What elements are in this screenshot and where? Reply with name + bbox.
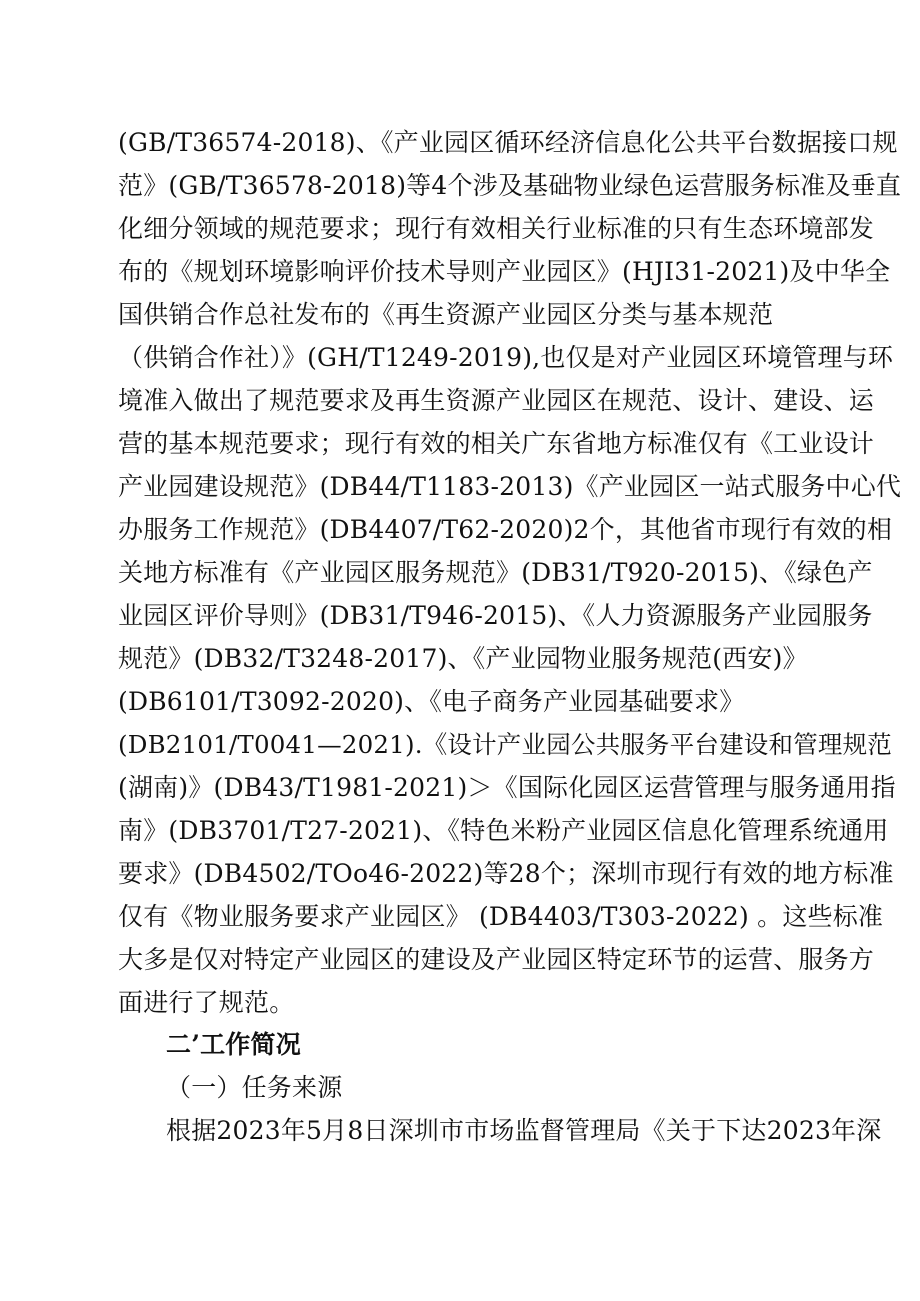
body-line-19: 仅有《物业服务要求产业园区》 (DB4403/T303-2022) 。这些标准 [118,902,884,931]
section-heading: 二’工作简况 [166,1030,301,1059]
body-line-6: （供销合作社）》(GH/T1249-2019),也仅是对产业园区环境管理与环 [118,343,894,372]
body-line-1: (GB/T36574-2018)、《产业园区循环经济信息化公共平台数据接口规 [118,128,898,157]
body-line-20: 大多是仅对特定产业园区的建设及产业园区特定环节的运营、服务方 [118,945,875,974]
body-line-5: 国供销合作总社发布的《再生资源产业园区分类与基本规范 [118,300,774,329]
body-line-4: 布的《规划环境影响评价技术导则产业园区》(HJI31-2021)及中华全 [118,257,891,286]
subsection-heading: （一）任务来源 [166,1073,343,1102]
body-line-17: 南》(DB3701/T27-2021)、《特色米粉产业园区信息化管理系统通用 [118,816,889,845]
body-line-7: 境准入做出了规范要求及再生资源产业园区在规范、设计、建设、运 [118,386,875,415]
body-line-11: 关地方标准有《产业园区服务规范》(DB31/T920-2015)、《绿色产 [118,558,873,587]
body-line-21: 面进行了规范。 [118,988,295,1017]
body-line-8: 营的基本规范要求；现行有效的相关广东省地方标准仅有《工业设计 [118,429,875,458]
body-line-12: 业园区评价导则》(DB31/T946-2015)、《人力资源服务产业园服务 [118,601,873,630]
body-line-13: 规范》(DB32/T3248-2017)、《产业园物业服务规范(西安)》 [118,644,808,673]
body-line-18: 要求》(DB4502/TOo46-2022)等28个；深圳市现行有效的地方标准 [118,859,894,888]
body-line-9: 产业园建设规范》(DB44/T1183-2013)《产业园区一站式服务中心代 [118,472,902,501]
body-line-last: 根据2023年5月8日深圳市市场监督管理局《关于下达2023年深 [166,1116,882,1145]
body-line-10: 办服务工作规范》(DB4407/T62-2020)2个，其他省市现行有效的相 [118,515,893,544]
body-line-16: (湖南)》(DB43/T1981-2021)＞《国际化园区运营管理与服务通用指 [118,773,896,802]
body-line-14: (DB6101/T3092-2020)、《电子商务产业园基础要求》 [118,687,745,716]
body-line-3: 化细分领域的规范要求；现行有效相关行业标准的只有生态环境部发 [118,214,875,243]
body-line-2: 范》(GB/T36578-2018)等4个涉及基础物业绿色运营服务标准及垂直 [118,171,902,200]
body-line-15: (DB2101/T0041—2021).《设计产业园公共服务平台建设和管理规范 [118,730,892,759]
